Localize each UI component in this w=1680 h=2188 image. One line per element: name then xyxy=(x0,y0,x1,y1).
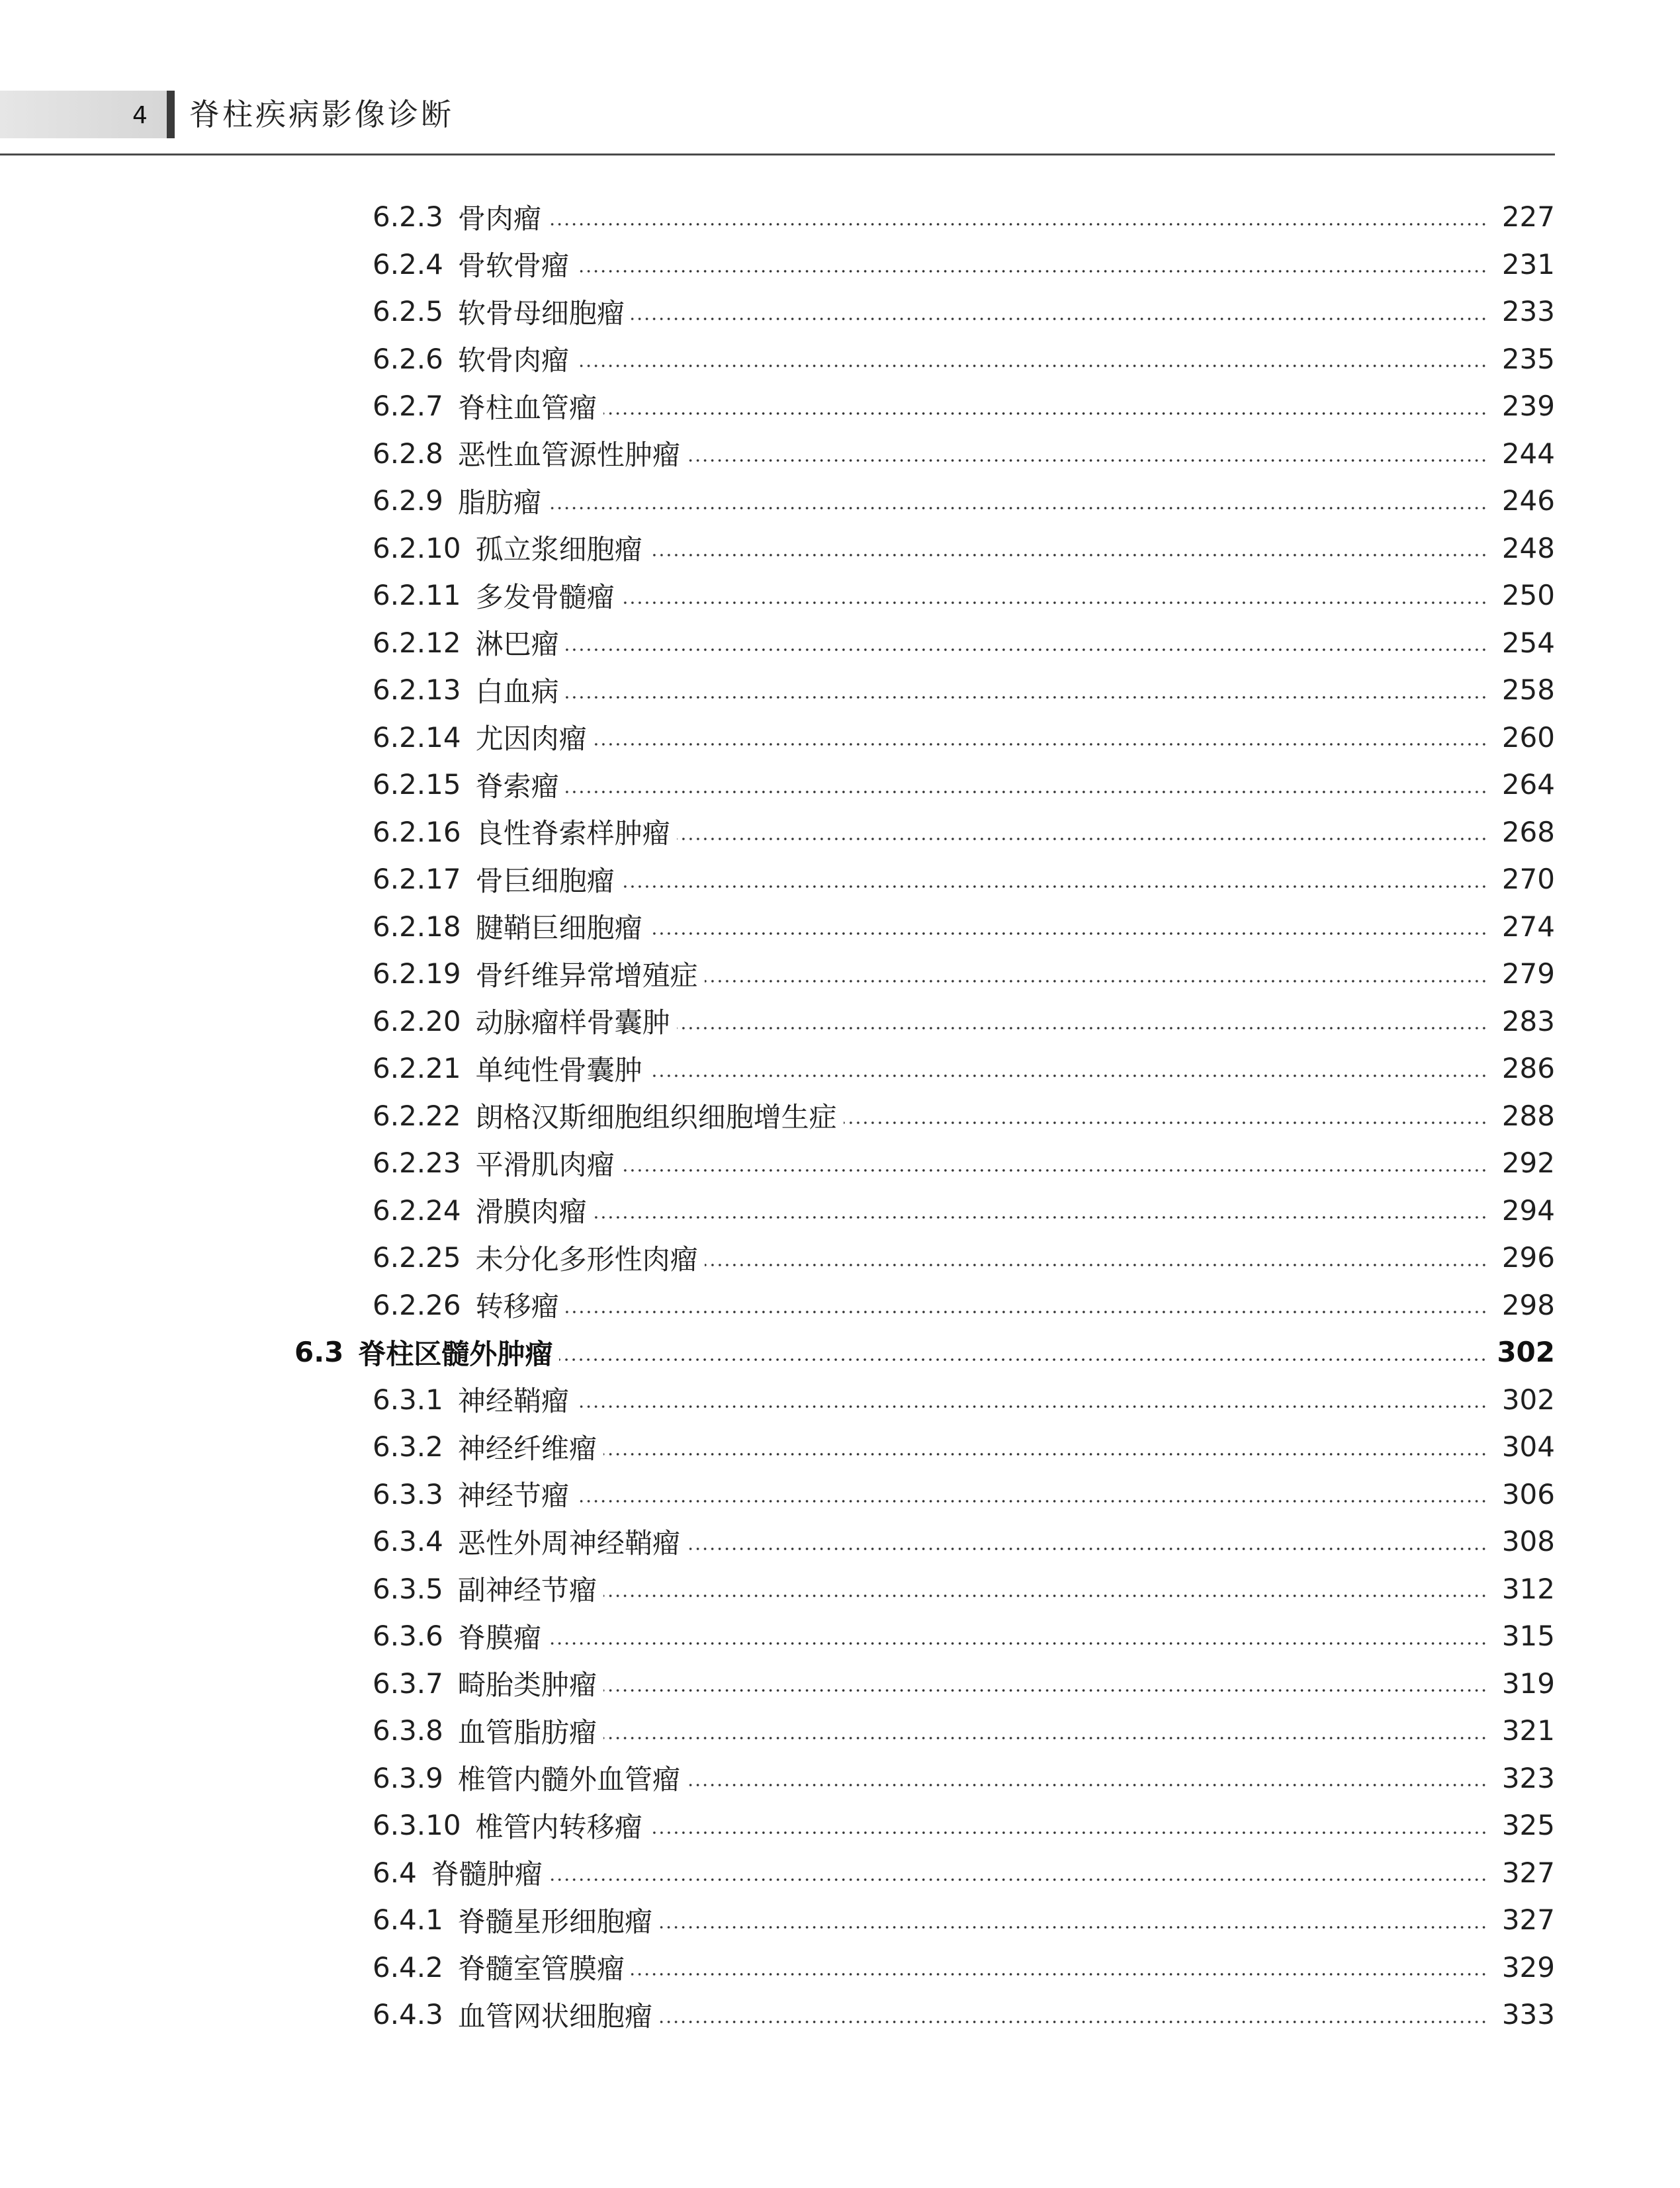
toc-entry-number: 6.3.8 xyxy=(373,1714,443,1747)
toc-entry-title: 尤因肉瘤 xyxy=(475,722,587,756)
dot-leader xyxy=(576,1500,1487,1503)
toc-entry-title: 脊髓星形细胞瘤 xyxy=(457,1905,652,1938)
dot-leader xyxy=(603,412,1487,415)
dot-leader xyxy=(649,932,1487,935)
toc-entry-number: 6.3.6 xyxy=(373,1620,443,1653)
toc-entry-page: 302 xyxy=(1501,1383,1555,1416)
toc-entry-page: 244 xyxy=(1501,437,1555,470)
toc-entry-title: 神经节瘤 xyxy=(457,1479,569,1512)
toc-entry-title: 恶性血管源性肿瘤 xyxy=(457,439,680,472)
toc-entry[interactable] xyxy=(0,193,1555,241)
toc-entry-title: 朗格汉斯细胞组织细胞增生症 xyxy=(475,1101,837,1134)
toc-entry-number: 6.2.17 xyxy=(373,863,461,896)
dot-leader xyxy=(631,318,1487,320)
toc-entry-title: 多发骨髓瘤 xyxy=(475,580,615,613)
toc-entry-number: 6.2.6 xyxy=(373,342,443,375)
toc-entry-page: 227 xyxy=(1501,200,1555,234)
toc-entry-page: 254 xyxy=(1501,626,1555,659)
toc-entry-page: 306 xyxy=(1501,1477,1555,1510)
toc-entry-title: 滑膜肉瘤 xyxy=(475,1196,587,1229)
toc-entry-title: 软骨母细胞瘤 xyxy=(457,296,625,329)
toc-entry[interactable] xyxy=(0,288,1555,335)
toc-entry-title: 脂肪瘤 xyxy=(457,486,541,519)
toc-entry-number: 6.2.12 xyxy=(373,626,461,659)
toc-entry-number: 6.2.25 xyxy=(373,1241,461,1274)
toc-entry-number: 6.2.9 xyxy=(373,484,443,517)
toc-entry-number: 6.2.23 xyxy=(373,1147,461,1180)
toc-entry[interactable] xyxy=(0,1139,1555,1187)
toc-entry-number: 6.3.5 xyxy=(373,1572,443,1605)
toc-entry[interactable] xyxy=(0,1329,1555,1376)
toc-entry-title: 腱鞘巨细胞瘤 xyxy=(475,912,642,945)
dot-leader xyxy=(677,838,1487,840)
toc-entry[interactable] xyxy=(0,1707,1555,1755)
toc-entry[interactable] xyxy=(0,241,1555,288)
toc-entry[interactable] xyxy=(0,1423,1555,1471)
toc-entry-title: 平滑肌肉瘤 xyxy=(475,1148,615,1181)
toc-entry-title: 转移瘤 xyxy=(475,1290,559,1323)
toc-entry-title: 椎管内转移瘤 xyxy=(475,1810,642,1843)
toc-entry[interactable] xyxy=(0,761,1555,809)
toc-entry-page: 239 xyxy=(1501,390,1555,423)
toc-entry-number: 6.2.8 xyxy=(373,437,443,470)
dot-leader xyxy=(603,1453,1487,1456)
toc-entry-number: 6.2.4 xyxy=(373,247,443,281)
dot-leader xyxy=(687,1784,1487,1786)
toc-entry[interactable] xyxy=(0,1187,1555,1235)
toc-entry-page: 233 xyxy=(1501,295,1555,328)
toc-entry-page: 268 xyxy=(1501,815,1555,848)
dot-leader xyxy=(576,365,1487,367)
dot-leader xyxy=(566,1311,1487,1313)
toc-entry-title: 椎管内髓外血管瘤 xyxy=(457,1763,680,1796)
toc-entry-number: 6.3.2 xyxy=(373,1430,443,1464)
toc-entry-page: 264 xyxy=(1501,768,1555,801)
dot-leader xyxy=(621,885,1487,888)
toc-entry-page: 274 xyxy=(1501,910,1555,943)
dot-leader xyxy=(659,1926,1487,1929)
toc-entry-page: 296 xyxy=(1501,1241,1555,1274)
toc-entry[interactable] xyxy=(0,1234,1555,1282)
toc-entry-page: 302 xyxy=(1497,1336,1555,1369)
toc-entry[interactable] xyxy=(0,855,1555,903)
header-rule xyxy=(0,153,1555,155)
toc-entry-number: 6.2.21 xyxy=(373,1052,461,1085)
toc-entry[interactable] xyxy=(0,1896,1555,1944)
dot-leader xyxy=(576,1405,1487,1408)
dot-leader xyxy=(687,459,1487,462)
dot-leader xyxy=(705,980,1487,983)
toc-entry-page: 270 xyxy=(1501,863,1555,896)
toc-entry-number: 6.4.3 xyxy=(373,1998,443,2031)
toc-entry-page: 294 xyxy=(1501,1194,1555,1227)
dot-leader xyxy=(603,1737,1487,1739)
toc-entry-page: 298 xyxy=(1501,1288,1555,1321)
toc-entry[interactable] xyxy=(0,1755,1555,1802)
toc-entry-number: 6.2.14 xyxy=(373,721,461,754)
toc-entry-title: 脊柱区髓外肿瘤 xyxy=(358,1337,553,1370)
toc-entry[interactable] xyxy=(0,1612,1555,1660)
toc-entry-title: 脊髓肿瘤 xyxy=(431,1858,543,1891)
toc-entry[interactable] xyxy=(0,809,1555,856)
toc-entry-title: 脊膜瘤 xyxy=(457,1621,541,1654)
dot-leader xyxy=(844,1121,1487,1124)
toc-entry[interactable] xyxy=(0,1991,1555,2038)
toc-entry-number: 6.2.26 xyxy=(373,1288,461,1321)
toc-entry-title: 神经鞘瘤 xyxy=(457,1385,569,1418)
toc-entry[interactable] xyxy=(0,1092,1555,1140)
toc-entry[interactable] xyxy=(0,1565,1555,1613)
toc-entry-number: 6.4 xyxy=(373,1856,417,1889)
toc-entry-title: 血管脂肪瘤 xyxy=(457,1716,597,1749)
dot-leader xyxy=(576,270,1487,273)
header-accent-bar xyxy=(167,91,175,138)
toc-entry-title: 骨纤维异常增殖症 xyxy=(475,959,698,992)
toc-entry-page: 246 xyxy=(1501,484,1555,517)
toc-entry[interactable] xyxy=(0,1282,1555,1329)
toc-entry-page: 231 xyxy=(1501,247,1555,281)
toc-entry-number: 6.3.3 xyxy=(373,1477,443,1510)
toc-entry-title: 神经纤维瘤 xyxy=(457,1432,597,1465)
toc-entry[interactable] xyxy=(0,525,1555,572)
toc-entry-title: 淋巴瘤 xyxy=(475,628,559,661)
toc-entry-title: 脊柱血管瘤 xyxy=(457,391,597,424)
toc-entry[interactable] xyxy=(0,1802,1555,1849)
toc-entry-page: 327 xyxy=(1501,1856,1555,1889)
dot-leader xyxy=(548,223,1487,226)
toc-entry-number: 6.2.20 xyxy=(373,1004,461,1037)
toc-entry-page: 260 xyxy=(1501,721,1555,754)
book-title: 脊柱疾病影像诊断 xyxy=(189,97,454,132)
toc-entry-number: 6.2.19 xyxy=(373,957,461,990)
toc-entry-page: 235 xyxy=(1501,342,1555,375)
toc-entry[interactable] xyxy=(0,1376,1555,1424)
toc-entry-page: 325 xyxy=(1501,1809,1555,1842)
toc-entry-page: 329 xyxy=(1501,1950,1555,1984)
dot-leader xyxy=(677,1027,1487,1029)
toc-entry-page: 308 xyxy=(1501,1525,1555,1558)
toc-entry-page: 279 xyxy=(1501,957,1555,990)
toc-entry-title: 骨肉瘤 xyxy=(457,202,541,235)
toc-entry[interactable] xyxy=(0,1471,1555,1518)
toc-entry-title: 白血病 xyxy=(475,675,559,708)
dot-leader xyxy=(594,1216,1487,1219)
toc-entry-number: 6.3.7 xyxy=(373,1667,443,1700)
dot-leader xyxy=(548,1642,1487,1645)
toc-entry-page: 258 xyxy=(1501,674,1555,707)
toc-entry-number: 6.2.16 xyxy=(373,815,461,848)
dot-leader xyxy=(549,1878,1487,1881)
toc-entry-title: 血管网状细胞瘤 xyxy=(457,1999,652,2033)
toc-entry-page: 304 xyxy=(1501,1430,1555,1464)
toc-entry-title: 孤立浆细胞瘤 xyxy=(475,533,642,566)
toc-entry-number: 6.2.5 xyxy=(373,295,443,328)
toc-entry[interactable] xyxy=(0,477,1555,525)
toc-entry-page: 283 xyxy=(1501,1004,1555,1037)
toc-entry-page: 288 xyxy=(1501,1099,1555,1132)
dot-leader xyxy=(631,1973,1487,1976)
dot-leader xyxy=(649,1831,1487,1834)
dot-leader xyxy=(621,1169,1487,1172)
toc-entry-number: 6.2.22 xyxy=(373,1099,461,1132)
toc-entry-page: 312 xyxy=(1501,1572,1555,1605)
toc-entry[interactable] xyxy=(0,666,1555,714)
dot-leader xyxy=(594,743,1487,746)
dot-leader xyxy=(649,1074,1487,1077)
toc-entry[interactable] xyxy=(0,714,1555,762)
toc-entry-number: 6.3.10 xyxy=(373,1809,461,1842)
toc-entry-title: 骨巨细胞瘤 xyxy=(475,864,615,897)
toc-entry-title: 骨软骨瘤 xyxy=(457,249,569,283)
toc-entry-title: 脊髓室管膜瘤 xyxy=(457,1952,625,1986)
dot-leader xyxy=(621,601,1487,604)
dot-leader xyxy=(548,507,1487,509)
toc-entry-title: 未分化多形性肉瘤 xyxy=(475,1243,698,1276)
toc-entry-number: 6.2.18 xyxy=(373,910,461,943)
toc-entry-page: 315 xyxy=(1501,1620,1555,1653)
table-of-contents xyxy=(0,193,1680,2038)
toc-entry-title: 副神经节瘤 xyxy=(457,1574,597,1607)
toc-entry-title: 良性脊索样肿瘤 xyxy=(475,817,670,850)
toc-entry-number: 6.3.4 xyxy=(373,1525,443,1558)
toc-entry[interactable] xyxy=(0,950,1555,998)
toc-entry[interactable] xyxy=(0,430,1555,478)
toc-entry-page: 327 xyxy=(1501,1904,1555,1937)
toc-entry-title: 软骨肉瘤 xyxy=(457,344,569,377)
toc-entry-number: 6.3.9 xyxy=(373,1761,443,1794)
toc-entry[interactable] xyxy=(0,903,1555,951)
toc-entry-page: 321 xyxy=(1501,1714,1555,1747)
toc-entry-page: 333 xyxy=(1501,1998,1555,2031)
toc-entry[interactable] xyxy=(0,1849,1555,1897)
toc-entry[interactable] xyxy=(0,1045,1555,1092)
dot-leader xyxy=(559,1358,1487,1361)
toc-entry-number: 6.4.1 xyxy=(373,1904,443,1937)
toc-entry-number: 6.2.3 xyxy=(373,200,443,234)
toc-entry-page: 292 xyxy=(1501,1147,1555,1180)
dot-leader xyxy=(566,648,1487,651)
toc-entry-number: 6.3.1 xyxy=(373,1383,443,1416)
dot-leader xyxy=(566,696,1487,699)
toc-entry[interactable] xyxy=(0,1944,1555,1991)
toc-entry-title: 动脉瘤样骨囊肿 xyxy=(475,1006,670,1039)
toc-entry[interactable] xyxy=(0,382,1555,430)
dot-leader xyxy=(705,1264,1487,1266)
toc-entry-page: 248 xyxy=(1501,531,1555,564)
toc-entry-page: 323 xyxy=(1501,1761,1555,1794)
toc-entry[interactable] xyxy=(0,572,1555,619)
toc-entry-number: 6.2.7 xyxy=(373,390,443,423)
dot-leader xyxy=(566,791,1487,793)
dot-leader xyxy=(659,2021,1487,2023)
dot-leader xyxy=(603,1689,1487,1692)
toc-entry-page: 319 xyxy=(1501,1667,1555,1700)
toc-entry-title: 畸胎类肿瘤 xyxy=(457,1669,597,1702)
toc-entry[interactable] xyxy=(0,998,1555,1045)
toc-entry-number: 6.4.2 xyxy=(373,1950,443,1984)
toc-entry-title: 恶性外周神经鞘瘤 xyxy=(457,1526,680,1559)
dot-leader xyxy=(649,554,1487,556)
toc-entry[interactable] xyxy=(0,1660,1555,1708)
toc-entry-page: 286 xyxy=(1501,1052,1555,1085)
toc-entry-number: 6.2.10 xyxy=(373,531,461,564)
toc-entry-number: 6.2.24 xyxy=(373,1194,461,1227)
toc-entry-number: 6.2.11 xyxy=(373,579,461,612)
toc-entry-title: 单纯性骨囊肿 xyxy=(475,1053,642,1086)
toc-entry-title: 脊索瘤 xyxy=(475,769,559,803)
toc-entry-number: 6.2.15 xyxy=(373,768,461,801)
toc-entry-number: 6.2.13 xyxy=(373,674,461,707)
toc-entry[interactable] xyxy=(0,1518,1555,1565)
toc-entry-page: 250 xyxy=(1501,579,1555,612)
page-number: 4 xyxy=(132,102,148,129)
dot-leader xyxy=(603,1595,1487,1597)
toc-entry-number: 6.3 xyxy=(294,1336,344,1369)
toc-entry[interactable] xyxy=(0,335,1555,383)
dot-leader xyxy=(687,1548,1487,1550)
toc-entry[interactable] xyxy=(0,619,1555,667)
